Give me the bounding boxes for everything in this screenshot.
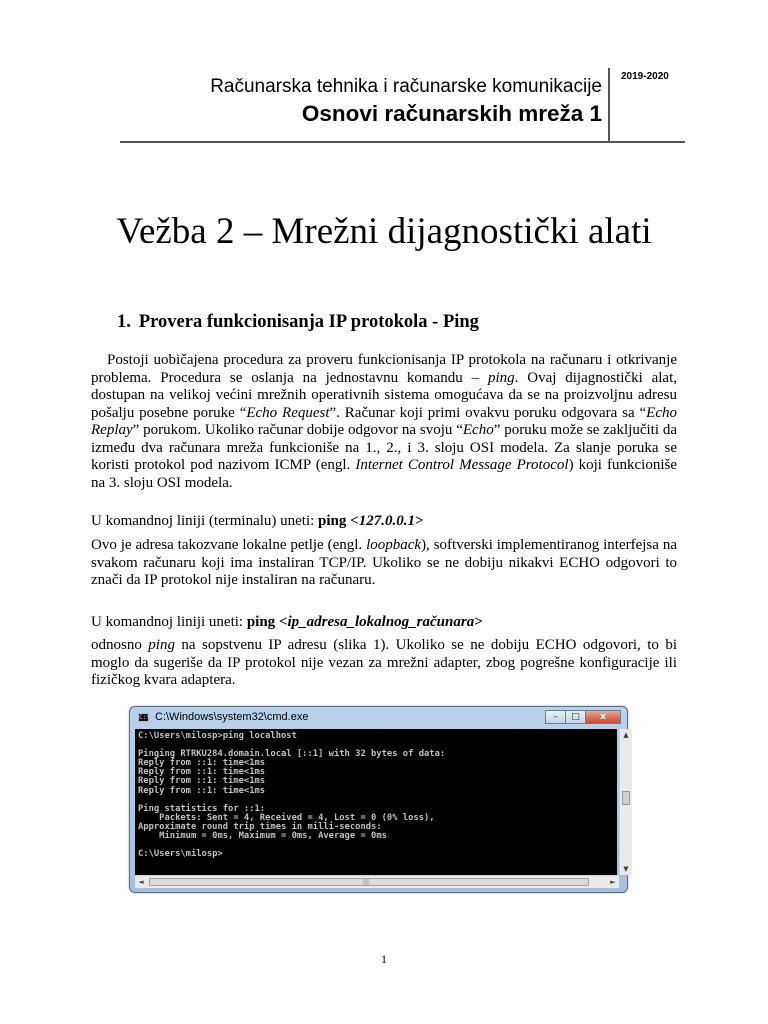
scroll-grip-icon: |||	[363, 879, 370, 886]
console-area[interactable]	[135, 729, 617, 875]
header-horizontal-divider	[120, 141, 685, 143]
command-argument: 127.0.0.1	[358, 513, 415, 529]
scroll-right-icon[interactable]: ►	[610, 878, 616, 886]
scroll-up-icon[interactable]: ▲	[623, 731, 629, 739]
document-title: Vežba 2 – Mrežni dijagnostički alati	[116, 211, 652, 252]
window-controls	[545, 710, 621, 725]
page-number: 1	[381, 952, 387, 966]
cmd-window-screenshot	[129, 706, 628, 893]
command-text: ping	[318, 513, 347, 529]
vertical-scroll-thumb[interactable]	[622, 791, 630, 805]
command-argument: ip_adresa_lokalnog_računara	[287, 614, 475, 630]
intro-paragraph: Postoji uobičajena procedura za proveru funkcionisanja IP protokola na računaru i otkrivanje problema. Procedura se oslanja na jednostavnu komandu – ping. Ovaj dijagnostički alat, dostupan na velikoj većini mrežnih operativnih sistema omogućava da se na proizvoljnu adresu pošalju posebne poruke “Echo Request”. Računar koji primi ovakvu poruku odgovara sa “Echo Replay” porukom. Ukoliko računar dobije odgovor na svoju “Echo” poruku može se zaključiti da između dva računara mreža funkcioniše na 1., 2., i 3. sloju OSI modela. Za slanje poruka se koristi protokol pod nazivom ICMP (engl. Internet Control Message Protocol) koji funkcioniše na 3. sloju OSI modela.	[91, 352, 677, 491]
console-output: C:\Users\milosp>ping localhost Pinging RTRKU284.domain.local [::1] with 32 bytes of data: Reply from ::1: time<1ms Reply from ::1: time<1ms Reply from ::1: time<1ms Reply from ::1: time<1ms Ping statistics for ::1: Packets: Sent = 4, Received = 4, Lost = 0 (0% loss), Approximate round trip times in milli-seconds: Minimum = 0ms, Maximum = 0ms, Average = 0ms C:\Users\milosp>	[138, 731, 446, 860]
loopback-paragraph: Ovo je adresa takozvane lokalne petlje (engl. loopback), softverski implementiranog interfejsa na svakom računaru koji ima instaliran TCP/IP. Ukoliko se ne dobiju nikakvi ECHO odgovori to znači da IP protokol nije instaliran na računaru.	[91, 537, 677, 588]
window-title: C:\Windows\system32\cmd.exe	[155, 711, 309, 723]
maximize-button[interactable]: □	[565, 710, 585, 724]
section-title: Provera funkcionisanja IP protokola - Ping	[138, 312, 479, 332]
command-text: ping	[246, 614, 276, 630]
document-header	[0, 0, 768, 145]
header-subtitle: Računarska tehnika i računarske komunikacije	[210, 76, 602, 97]
section-heading	[117, 312, 479, 333]
command-instruction-local-ip: U komandnoj liniji uneti: ping <ip_adresa_lokalnog_računara>	[91, 614, 483, 630]
command-instruction-loopback: U komandnoj liniji (terminalu) uneti: ping <127.0.0.1>	[91, 513, 424, 529]
window-titlebar	[136, 710, 621, 726]
close-button[interactable]: x	[585, 710, 621, 724]
header-vertical-divider	[608, 68, 610, 143]
vertical-scrollbar[interactable]	[619, 729, 632, 875]
horizontal-scrollbar[interactable]	[135, 875, 619, 888]
scroll-left-icon[interactable]: ◄	[138, 878, 144, 886]
section-number: 1.	[117, 312, 131, 332]
header-year: 2019-2020	[621, 71, 669, 82]
header-course-title: Osnovi računarskih mreža 1	[301, 101, 602, 126]
scroll-down-icon[interactable]: ▼	[623, 865, 629, 873]
local-ip-paragraph: odnosno ping na sopstvenu IP adresu (slika 1). Ukoliko se ne dobiju ECHO odgovori, to bi moglo da sugeriše da IP protokol nije vezan za mrežni adapter, zbog pogrešne konfiguracije ili fizičkog kvara adaptera.	[91, 637, 677, 688]
cmd-icon: C:\	[139, 714, 150, 721]
minimize-button[interactable]: –	[545, 710, 565, 724]
